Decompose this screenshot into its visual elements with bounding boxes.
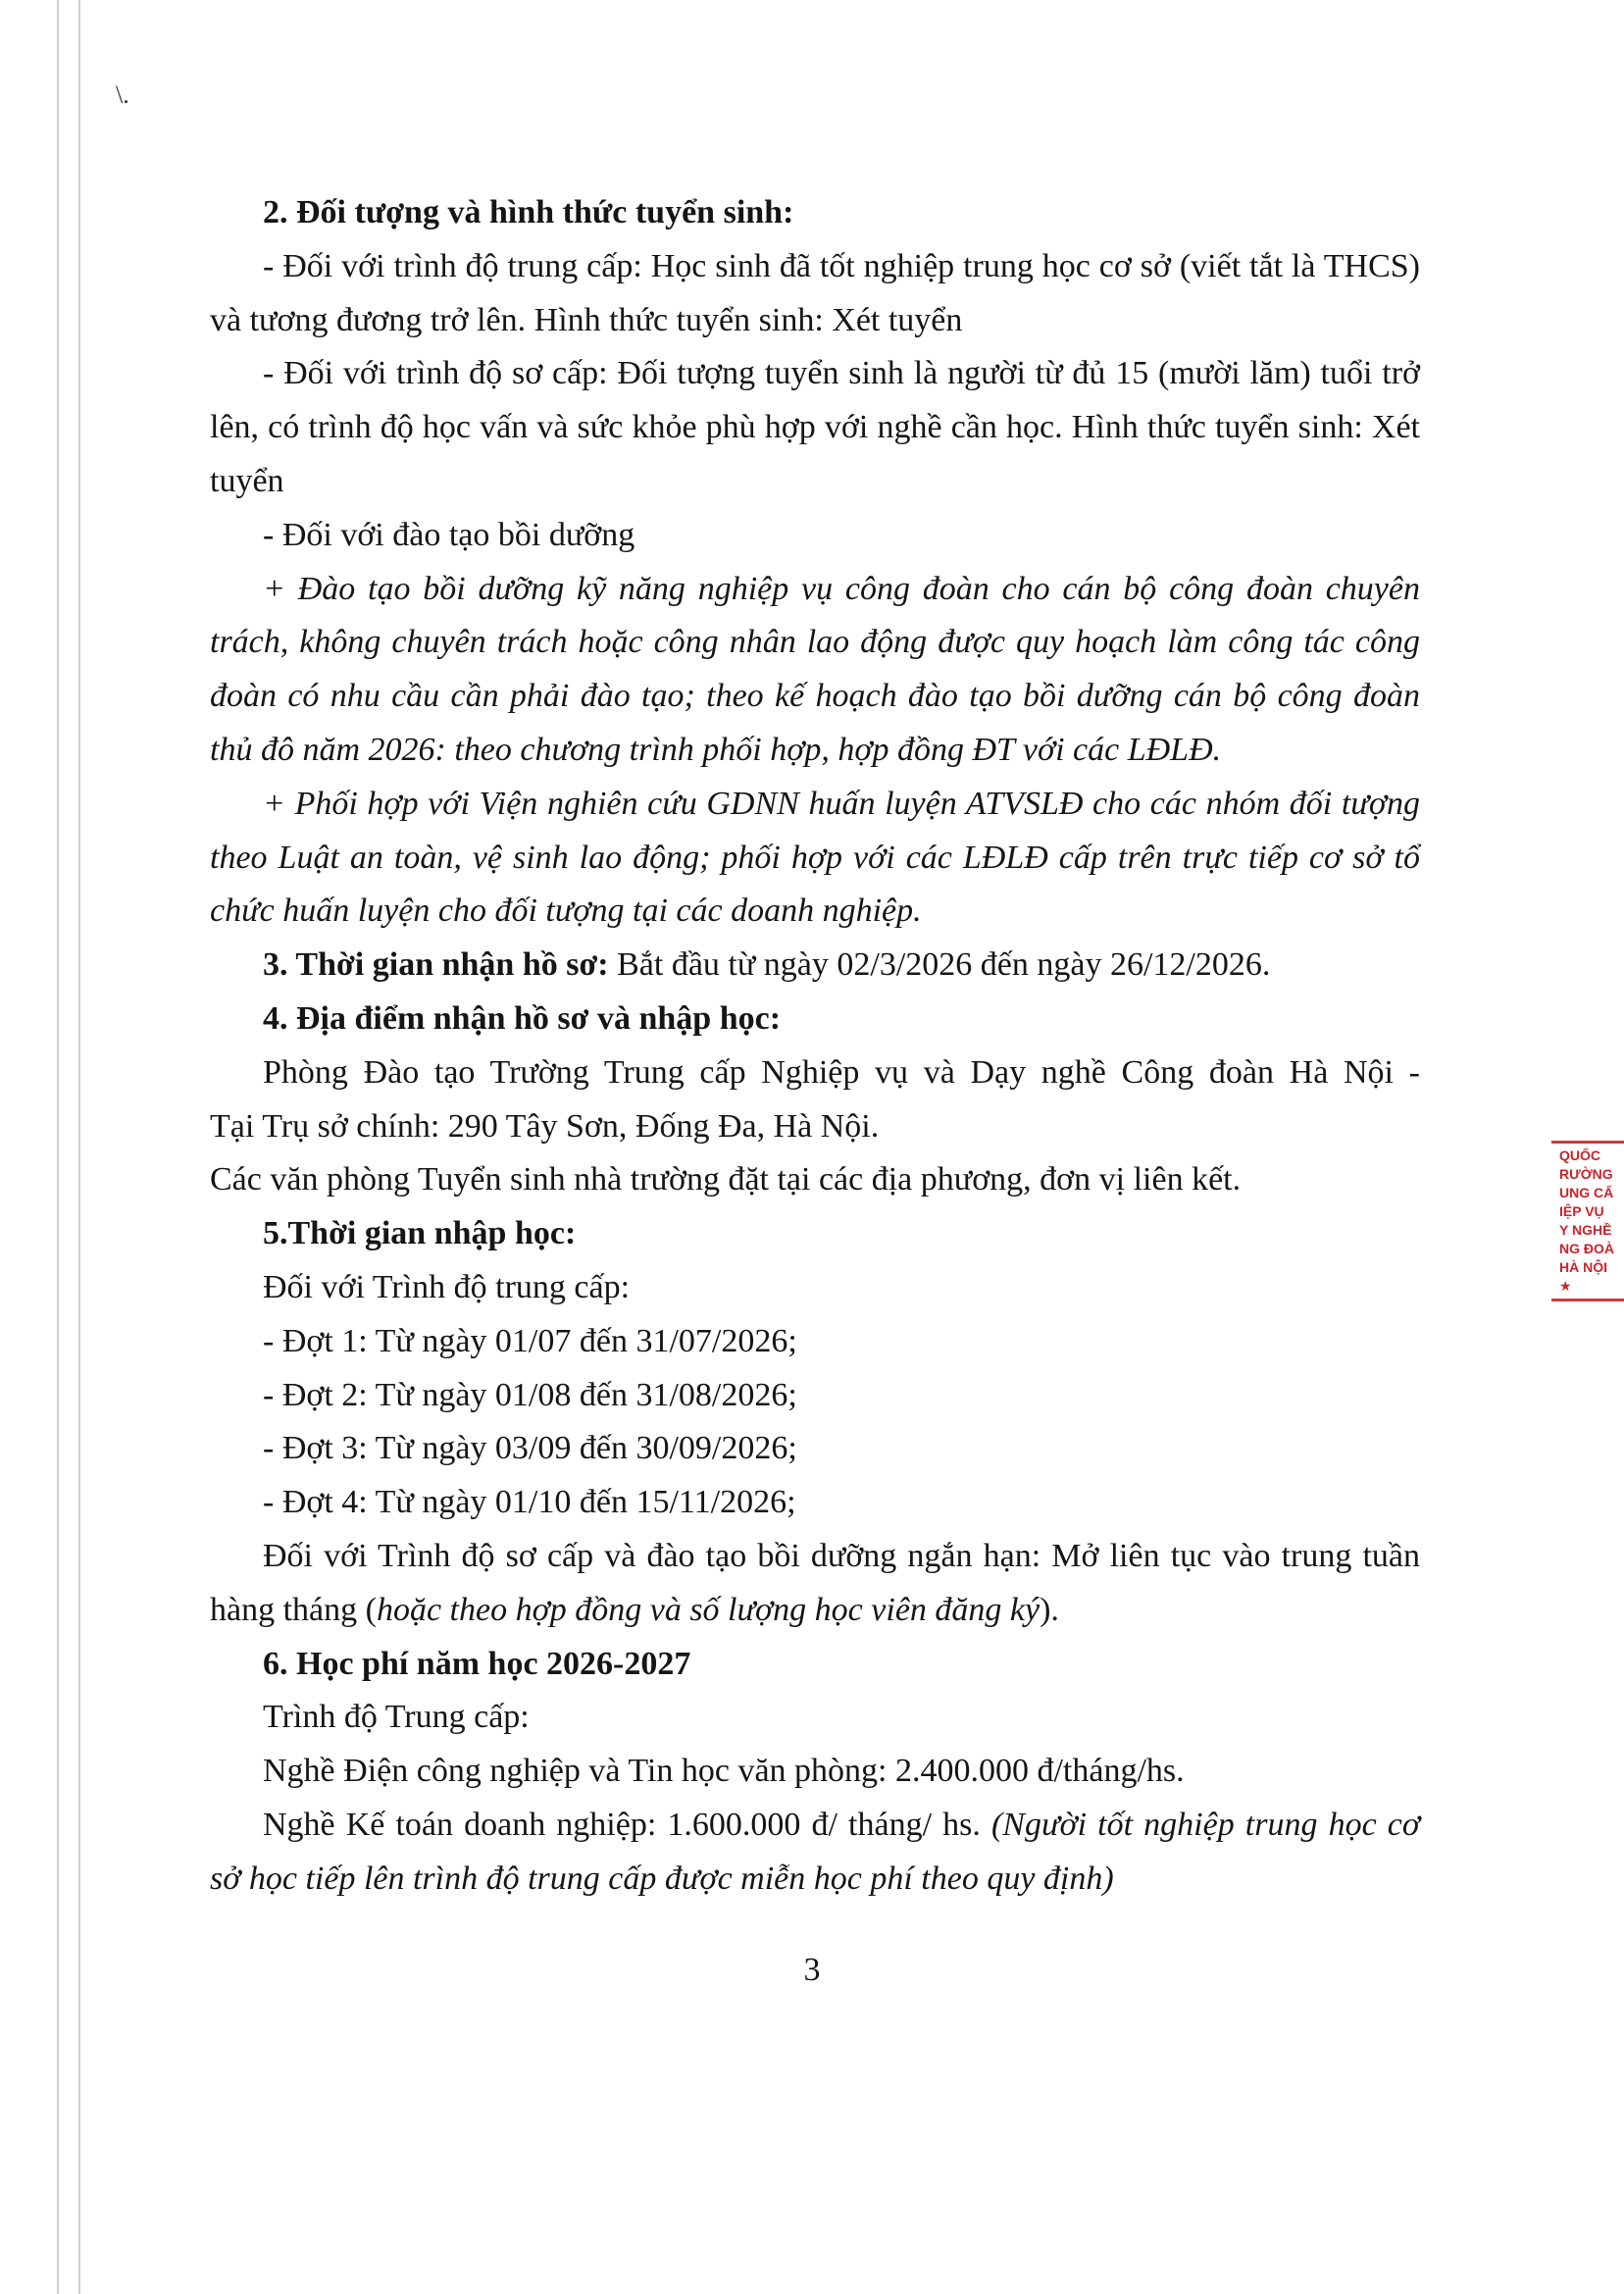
seal-text-line: Y NGHỀ [1559, 1222, 1612, 1238]
seal-text-line: RƯỜNG [1559, 1166, 1613, 1182]
section-2-elementary: - Đối với trình độ sơ cấp: Đối tượng tuyển sinh là người từ đủ 15 (mười lăm) tuổi trở lên, có trình độ học vấn và sức khỏe phù hợp với nghề cần học. Hình thức tuyển sinh: Xét tuyển [210, 355, 1420, 499]
document-body [210, 186, 1420, 1907]
seal-star-icon: ★ [1559, 1278, 1572, 1294]
section-2-training-item-1: + Đào tạo bồi dưỡng kỹ năng nghiệp vụ công đoàn cho cán bộ công đoàn chuyên trách, không chuyên trách hoặc công nhân lao động được quy hoạch làm công tác công đoàn có nhu cầu cần phải đào tạo; theo kế hoạch đào tạo bồi dưỡng cán bộ công đoàn thủ đô năm 2026: theo chương trình phối hợp, hợp đồng ĐT với các LĐLĐ. [210, 570, 1420, 768]
section-6-fee-2 [210, 1799, 1420, 1907]
section-6-fee-1: Nghề Điện công nghiệp và Tin học văn phòng: 2.400.000 đ/tháng/hs. [263, 1753, 1185, 1790]
section-3-heading: 3. Thời gian nhận hồ sơ: [263, 946, 609, 984]
section-2-training-item-2: + Phối hợp với Viện nghiên cứu GDNN huấn luyện ATVSLĐ cho các nhóm đối tượng theo Luật an toàn, vệ sinh lao động; phối hợp với các LĐLĐ cấp trên trực tiếp cơ sở tổ chức huấn luyện cho đối tượng tại các doanh nghiệp. [210, 785, 1420, 930]
seal-text-line: IỆP VỤ [1559, 1203, 1604, 1219]
section-3 [210, 939, 1420, 993]
section-4-line-1: Phòng Đào tạo Trường Trung cấp Nghiệp vụ và Dạy nghề Công đoàn Hà Nội - [263, 1053, 1420, 1091]
binder-line-left [57, 0, 59, 2294]
seal-text-line: QUỐC [1559, 1147, 1600, 1163]
page-number: 3 [803, 1952, 821, 1988]
seal-text-line: UNG CẤ [1559, 1185, 1614, 1200]
section-5-short-course-text: Đối với Trình độ sơ cấp và đào tạo bồi dưỡng ngắn hạn: Mở liên tục vào trung tuần hàng tháng ( [210, 1537, 1420, 1628]
section-5-round-3: - Đợt 3: Từ ngày 03/09 đến 30/09/2026; [263, 1430, 797, 1467]
section-6-level: Trình độ Trung cấp: [263, 1699, 530, 1736]
section-5-short-course [210, 1530, 1420, 1638]
section-6-fee-2-text: Nghề Kế toán doanh nghiệp: 1.600.000 đ/ tháng/ hs. [263, 1806, 991, 1843]
school-seal-stamp [1551, 1138, 1624, 1304]
scan-mark: \. [116, 80, 129, 109]
section-4-line-2: Tại Trụ sở chính: 290 Tây Sơn, Đống Đa, Hà Nội. [210, 1107, 880, 1145]
section-4-heading: 4. Địa điểm nhận hồ sơ và nhập học: [263, 999, 782, 1037]
seal-text-line: HÀ NỘI [1559, 1259, 1607, 1275]
section-6-fee-2-note: (Người tốt nghiệp trung học cơ sở học tiếp lên trình độ trung cấp được miễn học phí theo quy định) [210, 1806, 1420, 1897]
section-5-heading: 5.Thời gian nhập học: [263, 1215, 577, 1252]
section-5-round-1: - Đợt 1: Từ ngày 01/07 đến 31/07/2026; [263, 1322, 797, 1359]
section-5-short-course-italic: hoặc theo hợp đồng và số lượng học viên đăng ký [376, 1591, 1040, 1628]
seal-rule-top [1551, 1141, 1624, 1144]
seal-text-line: NG ĐOÀ [1559, 1241, 1614, 1256]
section-2-intermediate: - Đối với trình độ trung cấp: Học sinh đã tốt nghiệp trung học cơ sở (viết tắt là THCS) và tương đương trở lên. Hình thức tuyển sinh: Xét tuyển [210, 247, 1420, 338]
seal-rule-bottom [1551, 1299, 1624, 1301]
section-5-round-2: - Đợt 2: Từ ngày 01/08 đến 31/08/2026; [263, 1376, 797, 1413]
section-5-short-course-end: ). [1040, 1591, 1059, 1628]
section-3-text: Bắt đầu từ ngày 02/3/2026 đến ngày 26/12/2026. [608, 946, 1271, 984]
section-2-training: - Đối với đào tạo bồi dưỡng [263, 516, 635, 553]
section-5-intro: Đối với Trình độ trung cấp: [263, 1268, 631, 1305]
section-2-heading: 2. Đối tượng và hình thức tuyển sinh: [263, 194, 794, 230]
binder-line-right [78, 0, 80, 2294]
section-4-line-3: Các văn phòng Tuyển sinh nhà trường đặt tại các địa phương, đơn vị liên kết. [210, 1161, 1242, 1198]
section-5-round-4: - Đợt 4: Từ ngày 01/10 đến 15/11/2026; [263, 1484, 796, 1521]
section-6-heading: 6. Học phí năm học 2026-2027 [263, 1645, 691, 1682]
